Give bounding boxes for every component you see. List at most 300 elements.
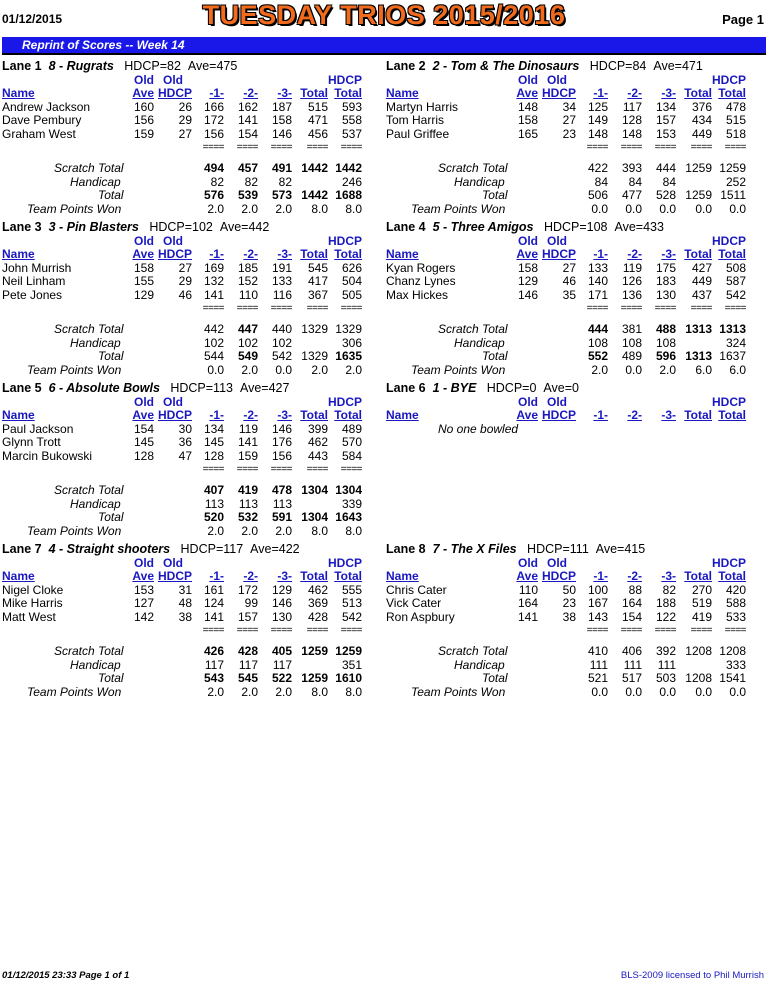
old-label: Old [134, 556, 154, 570]
hdcp-series-total: 537 [341, 126, 362, 141]
team-points-row-value: 0.0 [625, 362, 642, 377]
scratch-total-row-value: 407 [203, 483, 224, 498]
hdcp-column-header: HDCP [541, 86, 576, 101]
player-average: 129 [517, 274, 538, 289]
game3-column-header: -3- [277, 408, 292, 423]
player-average: 165 [517, 126, 538, 141]
handicap-row-value: 84 [594, 174, 608, 189]
lane-number: Lane 1 [2, 59, 42, 73]
player-average: 110 [518, 582, 538, 597]
game1-column-header: -1- [209, 247, 224, 262]
total-row-value: 522 [271, 671, 292, 686]
hdcp-column-header: HDCP [157, 408, 192, 423]
hdcp-series-total: 515 [725, 113, 746, 128]
scratch-total-row-value: 393 [621, 161, 642, 176]
column-header-top [2, 74, 382, 87]
game2-score: 128 [621, 113, 642, 128]
player-row [2, 101, 382, 114]
handicap-row-value: 113 [272, 496, 292, 511]
total-column-header: Total [300, 247, 328, 262]
total-row-value: 543 [203, 671, 224, 686]
player-hdcp: 29 [178, 113, 192, 128]
team-name: 3 - Pin Blasters [48, 220, 139, 234]
total-column-header: Total [300, 408, 328, 423]
team-points-row-value: 2.0 [275, 684, 292, 699]
hdcp-series-total: 533 [725, 609, 746, 624]
scratch-total-row-value: 1304 [301, 483, 328, 498]
team-points-row-value: 2.0 [345, 362, 362, 377]
lane-header [386, 381, 766, 396]
team-points-row-value: 0.0 [207, 362, 224, 377]
handicap-row-value: 306 [341, 335, 362, 350]
total-row-label: Total [98, 510, 124, 525]
name-column-header: Name [2, 408, 35, 423]
total-column-header: Total [684, 247, 712, 262]
player-average: 129 [133, 287, 154, 302]
game1-score: 161 [203, 582, 224, 597]
team-points-row-value: 2.0 [207, 523, 224, 538]
name-column-header: Name [2, 86, 35, 101]
player-name: Andrew Jackson [2, 99, 91, 114]
hdcp-series-total: 593 [341, 99, 362, 114]
game2-column-header: -2- [627, 408, 642, 423]
lane-number: Lane 7 [2, 542, 42, 556]
scratch-total-row-label: Scratch Total [438, 322, 508, 337]
separator: ==== [270, 142, 292, 154]
no-bowlers-message: No one bowled [438, 421, 519, 436]
team-points-row-value: 0.0 [625, 684, 642, 699]
team-hdcp: HDCP=102 [149, 220, 213, 234]
game2-score: 99 [244, 596, 258, 611]
scratch-total-row-value: 426 [203, 644, 224, 659]
player-hdcp: 50 [562, 582, 576, 597]
player-row [2, 114, 382, 127]
player-name: Matt West [2, 609, 56, 624]
game1-score: 148 [587, 126, 608, 141]
handicap-row-value [676, 176, 712, 189]
total-row-value: 528 [655, 188, 676, 203]
ave-column-header: Ave [516, 247, 538, 262]
team-points-row-value: 8.0 [311, 523, 328, 538]
scratch-total-row [2, 484, 382, 497]
series-total: 428 [307, 609, 328, 624]
game2-score: 117 [622, 99, 642, 114]
team-points-row-value: 0.0 [729, 684, 746, 699]
hdcp-series-total: 505 [341, 287, 362, 302]
total-row [2, 672, 382, 685]
total-row-value: 521 [587, 671, 608, 686]
series-total: 437 [691, 287, 712, 302]
game2-score: 172 [237, 582, 258, 597]
player-average: 128 [133, 448, 154, 463]
total-row-value: 1637 [719, 349, 746, 364]
hdcp-column-header: HDCP [541, 408, 576, 423]
scratch-total-row-value: 1208 [685, 644, 712, 659]
player-average: 146 [517, 287, 538, 302]
hdcp-total-column-header: Total [334, 86, 362, 101]
name-column-header: Name [386, 569, 419, 584]
scratch-total-row-value: 406 [621, 644, 642, 659]
game2-score: 154 [621, 609, 642, 624]
total-row-value: 477 [621, 188, 642, 203]
team-hdcp: HDCP=117 [180, 542, 244, 556]
player-name: Paul Jackson [2, 421, 74, 436]
hdcp-series-total: 570 [341, 435, 362, 450]
scratch-total-row [386, 323, 766, 336]
team-name: 7 - The X Files [432, 542, 517, 556]
series-total: 462 [307, 435, 328, 450]
scratch-total-row-value: 422 [587, 161, 608, 176]
separator: ==== [202, 625, 224, 637]
team-points-row-value: 2.0 [241, 201, 258, 216]
game1-column-header: -1- [593, 247, 608, 262]
game2-score: 157 [237, 609, 258, 624]
separator: ==== [340, 142, 362, 154]
player-row [2, 262, 382, 275]
player-name: Max Hickes [386, 287, 449, 302]
total-row-label: Total [482, 188, 508, 203]
team-average: Ave=442 [219, 220, 270, 234]
handicap-row-value: 252 [725, 174, 746, 189]
team-average: Ave=0 [543, 381, 579, 395]
game1-score: 149 [587, 113, 608, 128]
player-name: Pete Jones [2, 287, 63, 302]
ave-column-header: Ave [132, 569, 154, 584]
game2-column-header: -2- [627, 247, 642, 262]
team-points-row-value: 8.0 [345, 201, 362, 216]
hdcp-series-total: 508 [725, 260, 746, 275]
ave-column-header: Ave [132, 86, 154, 101]
lane-header [386, 59, 766, 74]
name-column-header: Name [386, 247, 419, 262]
player-name: Neil Linham [2, 274, 66, 289]
game1-column-header: -1- [209, 408, 224, 423]
scratch-total-row-label: Scratch Total [438, 161, 508, 176]
game2-score: 152 [237, 274, 258, 289]
player-hdcp: 27 [562, 260, 576, 275]
player-average: 164 [517, 596, 538, 611]
player-row [386, 289, 766, 302]
ave-column-header: Ave [516, 408, 538, 423]
team-points-row [386, 686, 766, 699]
series-total: 376 [691, 99, 712, 114]
score-table [386, 557, 766, 699]
scratch-total-row-value: 1259 [685, 161, 712, 176]
lane-block [2, 381, 382, 538]
column-header-top [386, 557, 766, 570]
total-row-value: 573 [271, 188, 292, 203]
total-row-value: 1259 [685, 188, 712, 203]
lane-header [2, 381, 382, 396]
separator: ==== [306, 464, 328, 476]
separator: ==== [236, 625, 258, 637]
separator: ==== [586, 625, 608, 637]
player-average: 158 [517, 113, 538, 128]
player-hdcp: 48 [178, 596, 192, 611]
player-name: Tom Harris [386, 113, 445, 128]
total-row-label: Total [98, 349, 124, 364]
series-total: 519 [691, 596, 712, 611]
report-date: 01/12/2015 [2, 12, 63, 26]
footer-license: BLS-2009 licensed to Phil Murrish [620, 970, 764, 981]
scratch-total-row [2, 323, 382, 336]
game2-score: 159 [237, 448, 258, 463]
handicap-row-value [292, 337, 328, 350]
series-total: 419 [691, 609, 712, 624]
team-points-row-value: 0.0 [591, 201, 608, 216]
separator: ==== [586, 303, 608, 315]
old-label: Old [518, 73, 538, 87]
column-header-top [386, 74, 766, 87]
player-average: 141 [517, 609, 538, 624]
game3-score: 130 [655, 287, 676, 302]
separator: ==== [270, 464, 292, 476]
subtitle-banner [2, 37, 766, 55]
game1-score: 133 [587, 260, 608, 275]
player-hdcp: 34 [562, 99, 576, 114]
game3-score: 191 [271, 260, 292, 275]
scratch-total-row-value: 392 [655, 644, 676, 659]
game1-score: 132 [203, 274, 224, 289]
lane-number: Lane 3 [2, 220, 42, 234]
player-row [386, 584, 766, 597]
game2-score: 119 [622, 260, 642, 275]
game1-score: 134 [203, 421, 224, 436]
player-hdcp: 26 [178, 99, 192, 114]
player-row [2, 128, 382, 141]
total-row-value: 520 [203, 510, 224, 525]
column-header-top [2, 396, 382, 409]
scratch-total-row-label: Scratch Total [54, 161, 124, 176]
separator: ==== [236, 303, 258, 315]
total-row-value: 1208 [685, 671, 712, 686]
team-points-row-value: 2.0 [275, 201, 292, 216]
hdcp-series-total: 420 [725, 582, 746, 597]
player-average: 142 [133, 609, 154, 624]
page-number: Page 1 [722, 12, 764, 27]
total-column-header: Total [300, 569, 328, 584]
player-hdcp: 36 [178, 435, 192, 450]
handicap-row-value: 333 [725, 657, 746, 672]
player-average: 159 [133, 126, 154, 141]
handicap-row [386, 176, 766, 189]
old-label: Old [518, 395, 538, 409]
series-total: 443 [307, 448, 328, 463]
score-table [2, 235, 382, 377]
hdcp-total-column-header: Total [334, 569, 362, 584]
old-label: Old [547, 395, 567, 409]
old-label: Old [518, 234, 538, 248]
separator-row [386, 624, 766, 637]
scratch-total-row-value: 478 [271, 483, 292, 498]
total-row-value: 549 [237, 349, 258, 364]
hdcp-label: HDCP [328, 234, 363, 248]
team-points-row-value: 8.0 [345, 684, 362, 699]
handicap-row-value: 111 [589, 657, 608, 672]
player-name: Mike Harris [2, 596, 63, 611]
hdcp-label: HDCP [712, 73, 747, 87]
handicap-row-value: 102 [203, 335, 224, 350]
total-row-value: 544 [203, 349, 224, 364]
game1-score: 141 [203, 287, 224, 302]
separator: ==== [202, 303, 224, 315]
handicap-row-value: 117 [272, 657, 292, 672]
column-header [386, 87, 766, 100]
old-label: Old [134, 73, 154, 87]
series-total: 270 [691, 582, 712, 597]
scratch-total-row-value: 1329 [335, 322, 362, 337]
column-header [386, 248, 766, 261]
team-points-row-value: 0.0 [625, 201, 642, 216]
report-title: TUESDAY TRIOS 2015/2016 [202, 0, 566, 30]
lane-block [386, 220, 766, 377]
scratch-total-row [386, 162, 766, 175]
separator: ==== [724, 142, 746, 154]
hdcp-total-column-header: Total [718, 408, 746, 423]
hdcp-series-total: 513 [341, 596, 362, 611]
separator: ==== [306, 142, 328, 154]
lane-number: Lane 8 [386, 542, 426, 556]
old-label: Old [163, 395, 183, 409]
separator: ==== [586, 142, 608, 154]
total-row-value: 503 [655, 671, 676, 686]
hdcp-label: HDCP [328, 395, 363, 409]
separator: ==== [724, 625, 746, 637]
column-header [2, 409, 382, 422]
series-total: 462 [307, 582, 328, 597]
team-points-row-value: 2.0 [207, 684, 224, 699]
team-points-row-value: 2.0 [659, 362, 676, 377]
handicap-row-label: Handicap [70, 174, 121, 189]
scratch-total-row-value: 488 [655, 322, 676, 337]
scratch-total-row-label: Scratch Total [54, 483, 124, 498]
hdcp-series-total: 489 [341, 421, 362, 436]
handicap-row-value: 108 [621, 335, 642, 350]
team-hdcp: HDCP=113 [170, 381, 233, 395]
total-row-label: Total [482, 671, 508, 686]
score-table [2, 557, 382, 699]
separator: ==== [236, 142, 258, 154]
scratch-total-row-value: 444 [655, 161, 676, 176]
handicap-row-value: 108 [655, 335, 676, 350]
game2-column-header: -2- [243, 247, 258, 262]
game2-column-header: -2- [627, 86, 642, 101]
scratch-total-row [2, 162, 382, 175]
total-row-value: 576 [203, 188, 224, 203]
player-row [386, 275, 766, 288]
team-hdcp: HDCP=111 [527, 542, 589, 556]
game3-score: 146 [271, 421, 292, 436]
total-row [386, 672, 766, 685]
game1-score: 156 [203, 126, 224, 141]
lane-number: Lane 6 [386, 381, 426, 395]
team-points-row-value: 8.0 [311, 201, 328, 216]
hdcp-series-total: 558 [341, 113, 362, 128]
total-row-value: 552 [587, 349, 608, 364]
player-average: 154 [133, 421, 154, 436]
player-average: 158 [517, 260, 538, 275]
game2-score: 88 [628, 582, 642, 597]
team-points-row-value: 0.0 [659, 201, 676, 216]
team-points-row [2, 364, 382, 377]
game3-column-header: -3- [661, 408, 676, 423]
team-points-row [2, 686, 382, 699]
series-total: 367 [307, 287, 328, 302]
team-points-row [2, 525, 382, 538]
total-row [386, 350, 766, 363]
game3-score: 158 [271, 113, 292, 128]
player-name: Graham West [2, 126, 76, 141]
game3-score: 134 [655, 99, 676, 114]
game2-column-header: -2- [627, 569, 642, 584]
team-points-row-label: Team Points Won [27, 201, 122, 216]
handicap-row-value: 82 [210, 174, 224, 189]
game3-score: 146 [271, 596, 292, 611]
separator: ==== [270, 625, 292, 637]
handicap-row-value [676, 659, 712, 672]
player-row [386, 597, 766, 610]
total-row [386, 189, 766, 202]
lane-block [2, 59, 382, 216]
handicap-row [2, 176, 382, 189]
game1-column-header: -1- [593, 569, 608, 584]
scratch-total-row-value: 1313 [685, 322, 712, 337]
total-row-value: 1643 [335, 510, 362, 525]
handicap-row-label: Handicap [70, 496, 121, 511]
game3-score: 153 [655, 126, 676, 141]
team-points-row-value: 2.0 [275, 523, 292, 538]
game3-score: 116 [272, 287, 292, 302]
hdcp-series-total: 584 [341, 448, 362, 463]
game1-score: 169 [203, 260, 224, 275]
total-row-value: 506 [587, 188, 608, 203]
series-total: 471 [307, 113, 328, 128]
separator: ==== [620, 625, 642, 637]
total-row-value: 539 [237, 188, 258, 203]
player-name: Paul Griffee [386, 126, 450, 141]
team-points-row-value: 2.0 [241, 362, 258, 377]
handicap-row-value: 117 [238, 657, 258, 672]
player-hdcp: 27 [178, 260, 192, 275]
total-row-value: 1541 [719, 671, 746, 686]
player-row [2, 423, 382, 436]
game2-score: 148 [621, 126, 642, 141]
hdcp-total-column-header: Total [718, 247, 746, 262]
hdcp-label: HDCP [712, 556, 747, 570]
old-label: Old [518, 556, 538, 570]
game2-score: 136 [621, 287, 642, 302]
scratch-total-row-value: 491 [271, 161, 292, 176]
score-table [386, 396, 766, 436]
scratch-total-row-value: 444 [587, 322, 608, 337]
old-label: Old [163, 234, 183, 248]
scratch-total-row [2, 645, 382, 658]
separator: ==== [306, 303, 328, 315]
player-hdcp: 46 [178, 287, 192, 302]
column-header-top [386, 235, 766, 248]
handicap-row [386, 337, 766, 350]
player-average: 145 [133, 435, 154, 450]
game2-score: 119 [238, 421, 258, 436]
total-row-value: 1688 [335, 188, 362, 203]
series-total: 434 [691, 113, 712, 128]
game3-score: 146 [271, 126, 292, 141]
player-hdcp: 27 [562, 113, 576, 128]
separator: ==== [654, 142, 676, 154]
name-column-header: Name [386, 408, 419, 423]
game1-score: 172 [203, 113, 224, 128]
separator: ==== [690, 303, 712, 315]
